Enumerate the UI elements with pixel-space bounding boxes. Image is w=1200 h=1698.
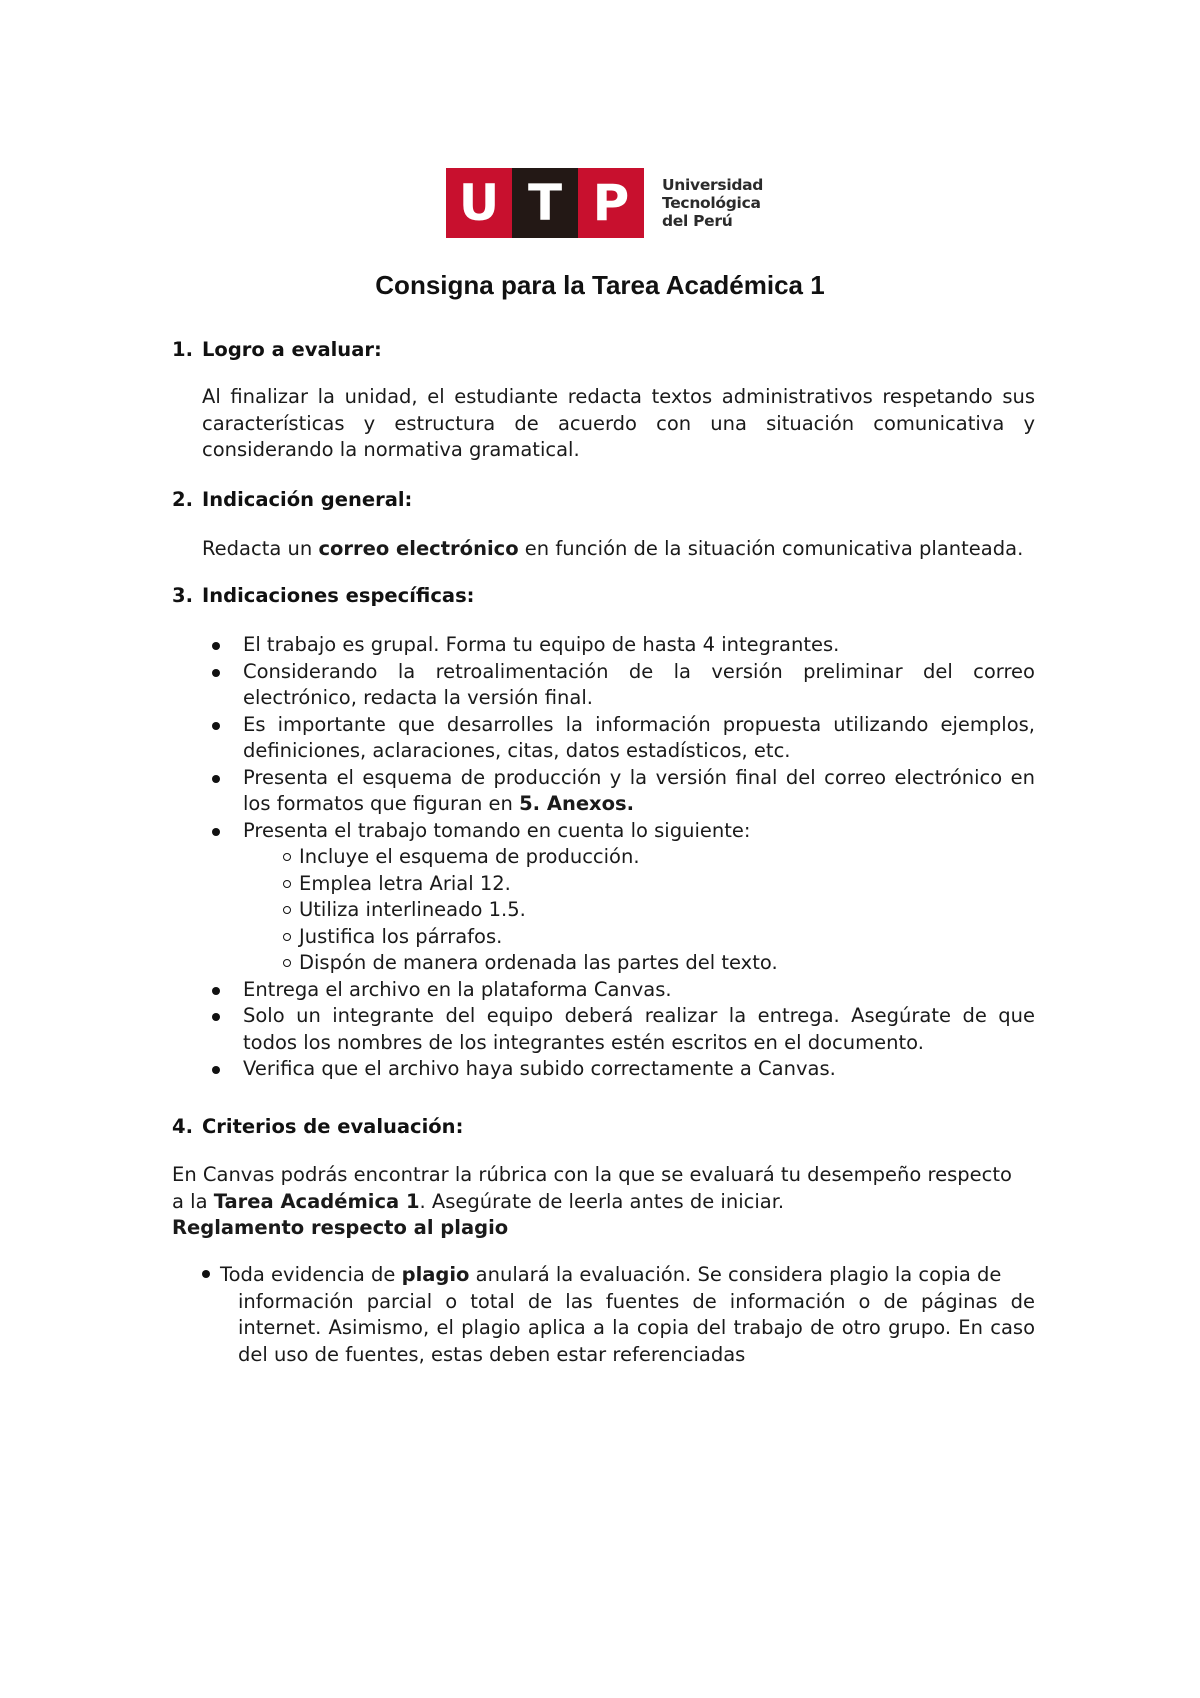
- sub-list-item: [202, 897, 1035, 924]
- bullet-icon: [212, 987, 220, 995]
- list-item: [202, 977, 1035, 1004]
- sub-list-item: [202, 871, 1035, 898]
- bullet-icon: [202, 1270, 210, 1278]
- plagio-text: anulará la evaluación. Se considera plagio la copia de: [469, 1263, 1002, 1286]
- plagio-paragraph: [202, 1262, 1035, 1368]
- criterios-line: En Canvas podrás encontrar la rúbrica con la que se evaluará tu desempeño respecto: [172, 1163, 1012, 1186]
- logro-paragraph: Al finalizar la unidad, el estudiante redacta textos administrativos respetando sus características y estructura de acuerdo con una situación comunicativa y considerando la normativa gramatical.: [202, 385, 1035, 461]
- list-item-text: Verifica que el archivo haya subido correctamente a Canvas.: [243, 1057, 836, 1080]
- section-heading-text: Indicaciones específicas:: [202, 584, 475, 607]
- page-title: Consigna para la Tarea Académica 1: [375, 270, 825, 300]
- list-item: [202, 1056, 1035, 1083]
- logo-letter-u: U: [446, 168, 512, 238]
- criterios-text: . Asegúrate de leerla antes de iniciar.: [419, 1189, 785, 1213]
- sub-list-item-text: Incluye el esquema de producción.: [299, 845, 640, 868]
- bullet-icon: [212, 1013, 220, 1021]
- logo-name-line: Tecnológica: [662, 194, 761, 212]
- indicacion-text: Redacta un: [202, 537, 319, 560]
- sub-list-item: [202, 844, 1035, 871]
- section-heading-text: Criterios de evaluación:: [202, 1115, 464, 1138]
- criterios-paragraph: [172, 1162, 1032, 1242]
- list-item-text: Entrega el archivo en la plataforma Canvas.: [243, 977, 672, 1001]
- indicacion-bold: correo electrónico: [318, 537, 519, 560]
- bullet-icon: [212, 669, 220, 677]
- circle-bullet-icon: [283, 853, 291, 861]
- plagio-bold: plagio: [401, 1263, 470, 1286]
- specific-indications-list: [202, 632, 1035, 1083]
- logo-university-name: [662, 176, 763, 230]
- plagio-text: Toda evidencia de: [220, 1263, 402, 1286]
- list-item-text: Es importante que desarrolles la información propuesta utilizando ejemplos, definiciones, aclaraciones, citas, datos estadísticos, etc.: [243, 712, 1035, 762]
- bullet-icon: [212, 1066, 220, 1074]
- bullet-icon: [212, 828, 220, 836]
- section-number: 1.: [172, 338, 193, 361]
- plagio-body: información parcial o total de las fuentes de información o de páginas de internet. Asimismo, el plagio aplica a la copia del trabajo de otro grupo. En caso del uso de fuentes, estas deben estar referenciadas: [238, 1289, 1035, 1366]
- section-heading-text: Indicación general:: [202, 488, 413, 511]
- section-heading-4: [172, 1115, 463, 1138]
- logo-letter-p: P: [578, 168, 644, 238]
- sub-list-item: [202, 924, 1035, 951]
- sub-list-item-text: Dispón de manera ordenada las partes del texto.: [299, 951, 778, 974]
- circle-bullet-icon: [283, 933, 291, 941]
- anexos-reference: 5. Anexos.: [519, 792, 635, 815]
- criterios-text: a la: [172, 1189, 214, 1213]
- sub-list-item-text: Utiliza interlineado 1.5.: [299, 898, 526, 921]
- list-item-text: Presenta el esquema de producción y la versión final del correo electrónico en los formatos que figuran en: [243, 765, 1035, 815]
- section-number: 3.: [172, 584, 193, 607]
- section-heading-1: [172, 338, 382, 361]
- list-item-text: El trabajo es grupal. Forma tu equipo de hasta 4 integrantes.: [243, 633, 840, 656]
- reglamento-heading: Reglamento respecto al plagio: [172, 1216, 509, 1239]
- list-item-text: Presenta el trabajo tomando en cuenta lo siguiente:: [243, 818, 751, 842]
- criterios-line: [172, 1189, 1032, 1216]
- list-item-text: Solo un integrante del equipo deberá realizar la entrega. Asegúrate de que todos los nombres de los integrantes estén escritos en el documento.: [243, 1004, 1035, 1054]
- list-item: [202, 659, 1035, 712]
- sub-list-item-text: Emplea letra Arial 12.: [299, 871, 511, 895]
- list-item-text: Considerando la retroalimentación de la versión preliminar del correo electrónico, redacta la versión final.: [243, 659, 1035, 709]
- list-item: [202, 632, 1035, 659]
- section-number: 4.: [172, 1115, 193, 1138]
- utp-logo: [446, 168, 763, 238]
- logo-name-line: Universidad: [662, 176, 764, 194]
- list-item: [202, 1003, 1035, 1056]
- list-item: [202, 818, 1035, 977]
- bullet-icon: [212, 722, 220, 730]
- circle-bullet-icon: [283, 880, 291, 888]
- section-heading-2: [172, 488, 412, 511]
- indicacion-paragraph: [202, 536, 1035, 563]
- indicacion-text: en función de la situación comunicativa planteada.: [518, 537, 1024, 560]
- logo-name-line: del Perú: [662, 212, 733, 230]
- section-number: 2.: [172, 488, 193, 511]
- sub-list-item-text: Justifica los párrafos.: [299, 924, 503, 948]
- plagio-first-line: [202, 1262, 1035, 1289]
- logo-letter-t: T: [512, 168, 578, 238]
- circle-bullet-icon: [283, 906, 291, 914]
- bullet-icon: [212, 775, 220, 783]
- section-heading-3: [172, 584, 474, 607]
- circle-bullet-icon: [283, 959, 291, 967]
- list-item: [202, 765, 1035, 818]
- section-heading-text: Logro a evaluar:: [202, 338, 382, 361]
- list-item: [202, 712, 1035, 765]
- bullet-icon: [212, 642, 220, 650]
- criterios-bold: Tarea Académica 1: [213, 1189, 420, 1213]
- sub-list-item: [202, 950, 1035, 977]
